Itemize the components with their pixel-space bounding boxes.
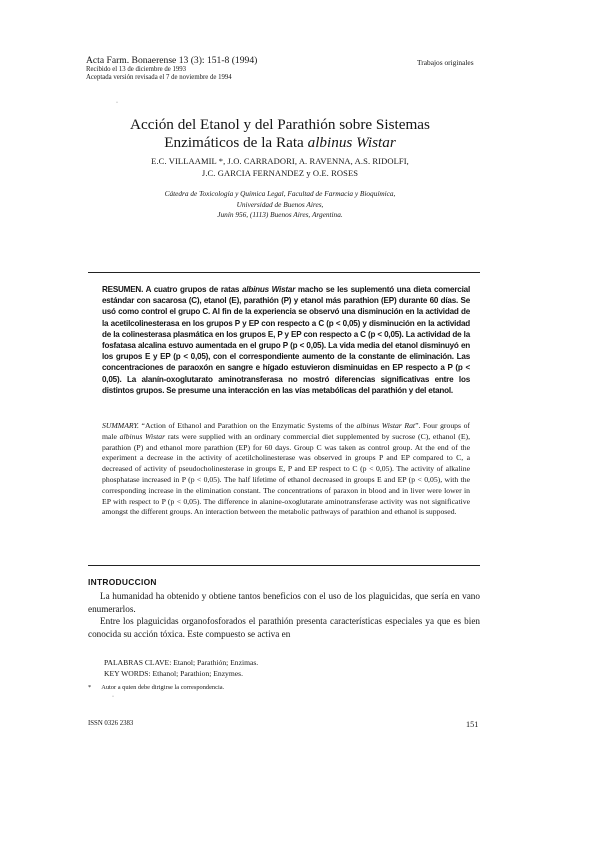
- scan-mark-2: ·: [112, 694, 114, 700]
- footnote-text: Autor a quien debe dirigirse la correspondencia.: [101, 684, 225, 691]
- paper-title: [90, 116, 470, 151]
- keywords-es: PALABRAS CLAVE: Etanol; Parathión; Enzimas.: [104, 658, 259, 667]
- abstract-bottom-rule: [88, 565, 480, 566]
- affiliation-line-1: Cátedra de Toxicología y Química Legal, Facultad de Farmacia y Bioquímica,: [164, 189, 396, 198]
- footnote-mark: *: [88, 684, 92, 691]
- page-number: 151: [466, 720, 479, 729]
- title-species: albinus Wistar: [307, 133, 396, 151]
- intro-paragraph-1: La humanidad ha obtenido y obtiene tantos beneficios con el uso de los plaguicidas, que sería en vano enumerarlos.: [88, 591, 480, 614]
- title-line-2-text: Enzimáticos de la Rata: [164, 133, 308, 151]
- intro-body: [88, 590, 480, 640]
- keywords-en: KEY WORDS: Ethanol; Parathion; Enzymes.: [104, 668, 243, 678]
- summary-text-3: rats were supplied with an ordinary commercial diet supplemented by sucrose (C), ethanol (E), parathion (P) and ethanol more parathion (EP) for 60 days. Group C was taken as control group. At the end of the experiment a decrease in the activity of acetilcholinesterase was observed in groups P and EP compared to C, a decreased of activity of pseudocholinesterase in groups E, P and EP respect to C (p < 0,05). The activity of alkaline phosphatase increased in P (p < 0,05). The half lifetime of ethanol decreased in groups E and EP (p < 0,05), with the corresponding increase in the elimination constant. The concentrations of paraxon in blood and in liver were lower in EP with respect to P (p < 0,05). The difference in alanine-oxoglutarate aminotransferase activity was not significative amongst the different groups. An interaction between the metabolic pathways of parathion and ethanol is supposed.: [102, 431, 470, 517]
- resumen-text-1: A cuatro grupos de ratas: [143, 285, 242, 294]
- issn: ISSN 0326 2383: [88, 720, 134, 727]
- summary-title-species: albinus Wistar Rat: [356, 421, 416, 430]
- resumen-text-2: macho se les suplementó una dieta comercial estándar con sacarosa (C), etanol (E), parathión (P) y etanol más parathion (EP) durante 60 días. Se usó como control el grupo C. Al fin de la experiencia se observó una disminución en la actividad de la acetilcolinesterasa en los grupos P y EP con respecto a C (p < 0,05) y disminución en la actividad de la colinesterasa plasmática en los grupos E, P y EP con respecto a C (p < 0,05). La actividad de la fosfatasa alcalina estuvo aumentada en el grupo P (p < 0,05). La vida media del etanol disminuyó en los grupos E y EP (p < 0,05), con el correspondiente aumento de la constante de eliminación. Las concentraciones de paraoxón en sangre e hígado estuvieron disminuidas en EP respecto a P (p < 0,05). La alanín-oxoglutarato aminotransferasa no mostró diferencias significativas entre los distintos grupos. Se presume una interacción en las vías metabólicas del parathión y del etanol.: [102, 285, 470, 395]
- summary-text-1: “Action of Ethanol and Parathion on the Enzymatic Systems of the: [138, 421, 357, 430]
- accepted-date: Aceptada versión revisada el 7 de noviembre de 1994: [86, 74, 232, 82]
- affiliation-line-3: Junín 956, (1113) Buenos Aires, Argentina.: [217, 210, 343, 219]
- abstract-top-rule: [88, 272, 480, 273]
- affiliation-line-2: Universidad de Buenos Aires,: [236, 199, 324, 209]
- abstract-spanish: [102, 284, 470, 396]
- affiliation: [95, 189, 465, 221]
- abstract-english: [102, 421, 470, 518]
- title-line-1: Acción del Etanol y del Parathión sobre Sistemas: [130, 116, 430, 133]
- resumen-species: albinus Wistar: [241, 285, 296, 294]
- authors-line-1: E.C. VILLAAMIL *, J.O. CARRADORI, A. RAVENNA, A.S. RIDOLFI,: [151, 156, 409, 166]
- summary-species: albinus Wistar: [119, 431, 166, 441]
- keywords: [104, 658, 258, 679]
- author-list: [90, 155, 470, 179]
- summary-label: SUMMARY.: [102, 421, 139, 430]
- title-line-2: [90, 134, 470, 152]
- authors-line-2: J.C. GARCIA FERNANDEZ y O.E. ROSES: [201, 168, 359, 178]
- intro-heading: INTRODUCCION: [88, 577, 157, 587]
- footnote: [88, 684, 224, 691]
- summary-text-2: ”. Four groups of male: [102, 421, 470, 441]
- section-label: Trabajos originales: [417, 58, 474, 67]
- received-date: Recibido el 13 de diciembre de 1993: [86, 66, 187, 73]
- scan-mark: ·: [116, 100, 118, 106]
- journal-citation: Acta Farm. Bonaerense 13 (3): 151-8 (1994): [86, 55, 258, 66]
- header-block: [86, 55, 416, 83]
- intro-paragraph-2: Entre los plaguicidas organofosforados el parathión presenta características especiales ya que es bien conocida su acción tóxica. Este compuesto se activa en: [88, 616, 480, 639]
- resumen-label: RESUMEN.: [102, 285, 144, 294]
